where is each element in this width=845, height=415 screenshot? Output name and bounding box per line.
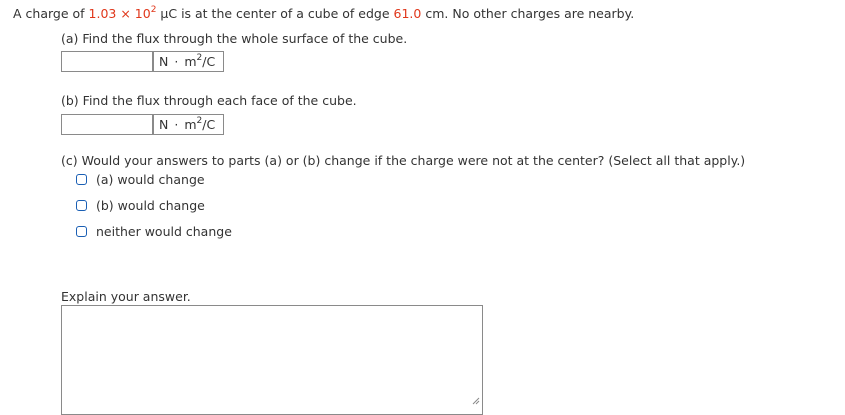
part-b-unit-base: N bbox=[159, 117, 169, 132]
edge-value: 61.0 bbox=[393, 6, 422, 21]
explain-textarea[interactable] bbox=[61, 305, 483, 415]
part-a-unit-exp: 2 bbox=[196, 53, 203, 63]
part-a-unit bbox=[152, 51, 224, 72]
part-b-prompt: (b) Find the flux through each face of the cube. bbox=[61, 93, 357, 108]
charge-mantissa: 1.03 bbox=[88, 6, 117, 21]
part-a-prompt: (a) Find the flux through the whole surface of the cube. bbox=[61, 31, 408, 46]
part-a-unit-base: N bbox=[159, 54, 169, 69]
option-b-label: (b) would change bbox=[96, 198, 205, 213]
resize-grip-icon[interactable] bbox=[472, 397, 480, 405]
part-b-unit-dot: · bbox=[174, 117, 179, 132]
part-b-unit-m: m bbox=[184, 117, 197, 132]
explain-label: Explain your answer. bbox=[61, 289, 191, 304]
option-neither-checkbox[interactable] bbox=[76, 226, 87, 237]
option-neither-label: neither would change bbox=[96, 224, 232, 239]
intro-text-3: cm. No other charges are nearby. bbox=[421, 6, 635, 21]
problem-statement bbox=[13, 6, 634, 21]
option-b-checkbox[interactable] bbox=[76, 200, 87, 211]
intro-text-1: A charge of bbox=[13, 6, 89, 21]
intro-text-2: μC is at the center of a cube of edge bbox=[156, 6, 394, 21]
charge-times: × 10 bbox=[116, 6, 151, 21]
part-a-unit-dot: · bbox=[174, 54, 179, 69]
part-c-prompt: (c) Would your answers to parts (a) or (b) change if the charge were not at the center? (Select all that apply.) bbox=[61, 153, 746, 168]
part-b-unit-exp: 2 bbox=[196, 116, 203, 126]
part-b-unit-tail: /C bbox=[202, 117, 216, 132]
part-a-unit-m: m bbox=[184, 54, 197, 69]
option-a-checkbox[interactable] bbox=[76, 174, 87, 185]
part-a-input[interactable] bbox=[61, 51, 154, 72]
part-b-input[interactable] bbox=[61, 114, 154, 135]
part-b-unit bbox=[152, 114, 224, 135]
option-a-label: (a) would change bbox=[96, 172, 205, 187]
charge-exponent: 2 bbox=[150, 5, 157, 15]
part-a-unit-tail: /C bbox=[202, 54, 216, 69]
